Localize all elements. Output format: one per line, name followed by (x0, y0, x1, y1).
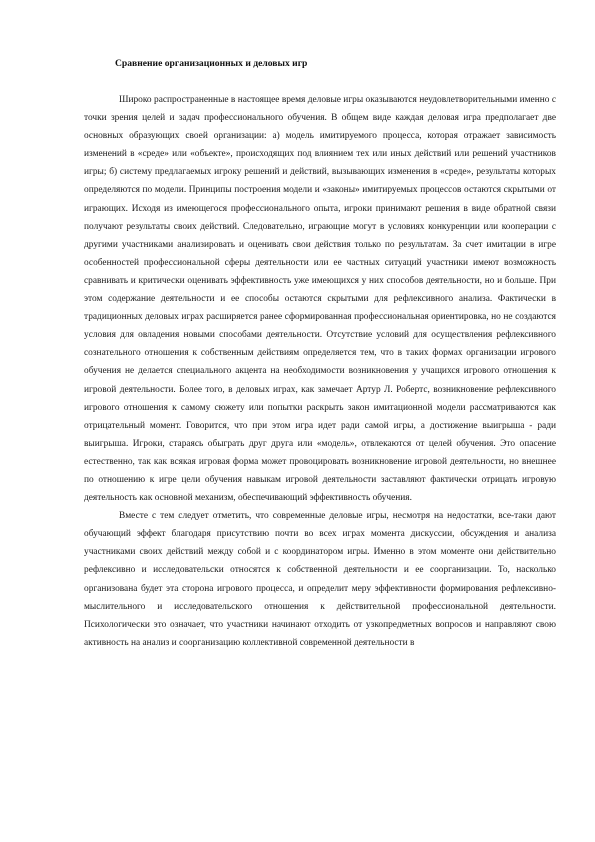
paragraph-2: Вместе с тем следует отметить, что современные деловые игры, несмотря на недостатки, все-таки дают обучающий эффект благодаря присутствию почти во всех играх момента дискуссии, обсуждения и анализа участниками своих действий между собой и с координатором игры. Именно в этом моменте они действительно рефлексивно и исследовательски относятся к собственной деятельности и ее соорганизации. То, насколько организована будет эта сторона игрового процесса, и определит меру эффективности формирования рефлексивно-мыслительного и исследовательского отношения к действительной профессиональной деятельности. Психологически это означает, что участники начинают отходить от узкопредметных вопросов и направляют свою активность на анализ и соорганизацию коллективной современной деятельности в (84, 511, 556, 648)
paragraph-1: Широко распространенные в настоящее время деловые игры оказываются неудовлетворительными именно с точки зрения целей и задач профессионального обучения. В общем виде каждая деловая игра предполагает две основных образующих своей организации: а) модель имитируемого процесса, которая отражает зависимость изменений в «среде» или «объекте», происходящих под влиянием тех или иных действий или решений участников игры; б) систему предлагаемых игроку решений и действий, вызывающих изменения в «среде», результаты которых определяются по модели. Принципы построения модели и «законы» имитируемых процессов остаются скрытыми от играющих. Исходя из имеющегося профессионального опыта, игроки принимают решения в виде обратной связи получают результаты своих действий. Следовательно, играющие могут в условиях конкуренции или кооперации с другими участниками анализировать и оценивать свои действия только по результатам. За счет имитации в игре особенностей профессиональной сферы деятельности или ее частных ситуаций участники имеют возможность сравнивать и критически оценивать эффективность уже имеющихся у них способов деятельности, но и больше. При этом содержание деятельности и ее способы остаются скрытыми для рефлексивного анализа. Фактически в традиционных деловых играх расширяется ранее сформированная профессиональная ориентировка, но не создаются условия для овладения новыми способами деятельности. Отсутствие условий для осуществления рефлексивного сознательного отношения к собственным действиям определяется тем, что в таких формах организации игрового обучения не делается специального акцента на необходимости возникновения у учащихся игрового отношения к игровой деятельности. Более того, в деловых играх, как замечает Артур Л. Робертс, возникновение рефлексивного игрового отношения к самому сюжету или попытки раскрыть закон имитационной модели рассматриваются как отрицательный момент. Говорится, что при этом игра идет ради самой игры, а достижение выигрыша - ради выигрыша. Игроки, стараясь обыграть друг друга или «модель», отвлекаются от целей обучения. Это опасение естественно, так как всякая игровая форма может провоцировать возникновение игровой деятельности, но внешнее по отношению к игре цели обучения навыкам игровой деятельности заставляют фактически отрицать игровую деятельность как основной механизм, обеспечивающий эффективность обучения. (84, 95, 556, 504)
document-body (84, 91, 556, 652)
document-title: Сравнение организационных и деловых игр (115, 58, 308, 69)
